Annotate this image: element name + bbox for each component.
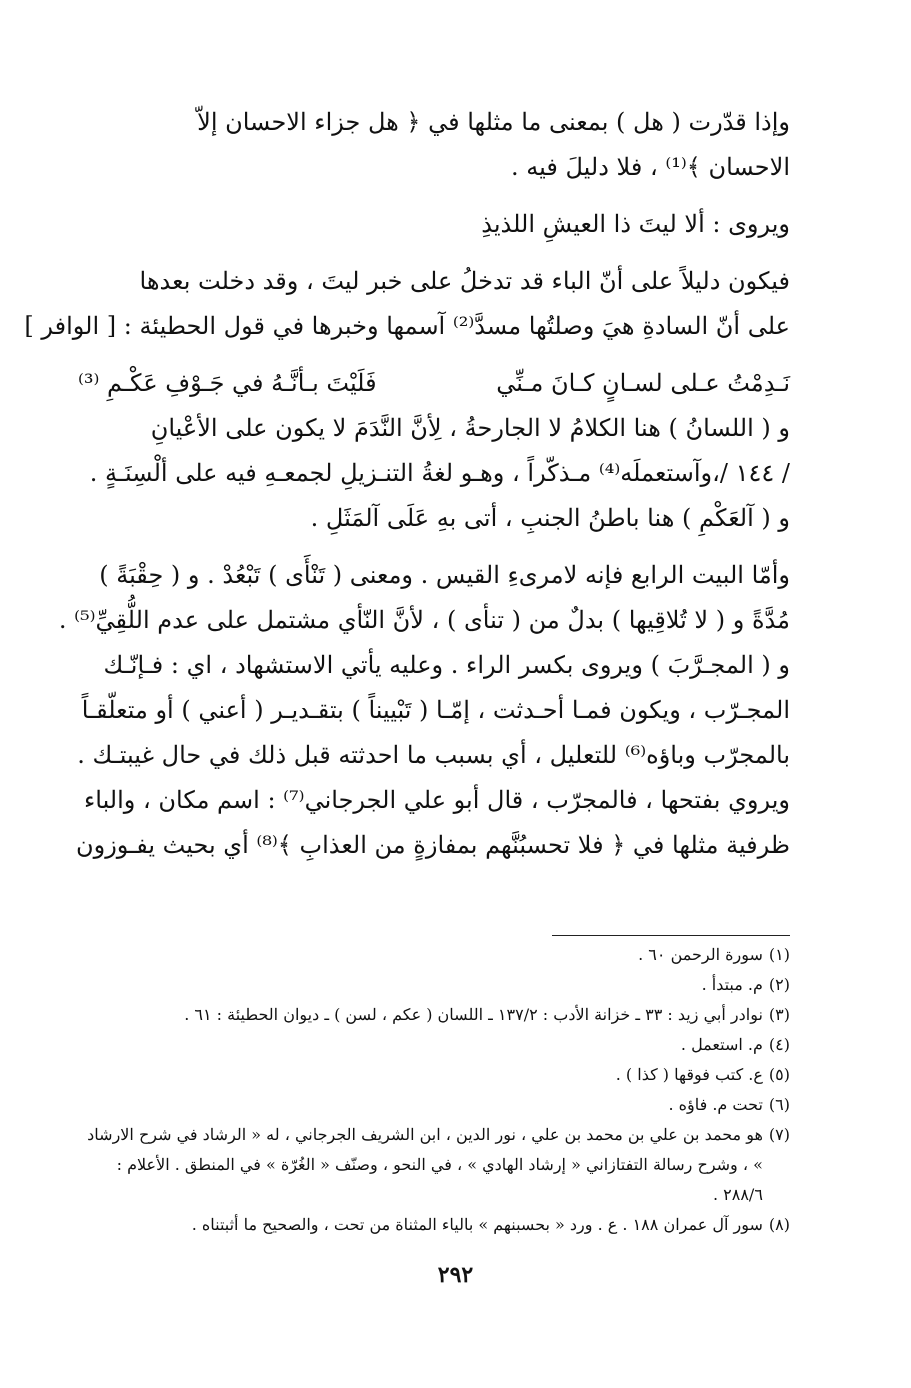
footnote-number: (٣) — [768, 1005, 790, 1024]
paragraph-4 — [78, 406, 790, 541]
text-line: وإذا قدّرت ( هل ) بمعنى ما مثلها في ﴿ هل جزاء الاحسان إلاّ — [197, 108, 790, 136]
text-line: مُدَّةً و ( لا تُلاقِيها ) بدلٌ من ( تنأى ) ، لأنَّ النّأي مشتمل على عدم اللُّقِيِّ⁽⁵⁾ . — [58, 606, 790, 634]
poetry-verse — [78, 361, 790, 406]
footnote-item — [78, 1090, 790, 1120]
page-number: ٢٩٢ — [437, 1262, 474, 1288]
verse-first-hemistich: نَـدِمْتُ عـلى لسـانٍ كـانَ مـنِّي — [496, 369, 790, 397]
text-line: ويروى : ألا ليتَ ذا العيشِ اللذيذِ — [481, 210, 790, 238]
text-line: و ( آلعَكْمِ ) هنا باطنُ الجنبِ ، أتى بهِ عَلَى آلمَثَلِ . — [310, 504, 790, 532]
footnote-text: سورة الرحمن ٦٠ . — [638, 945, 763, 964]
footnote-text: هو محمد بن علي بن محمد بن علي ، نور الدين ، ابن الشريف الجرجاني ، له « الرشاد في شرح الارشاد » ، وشرح رسالة التفتازاني « إرشاد الهادي » ، في النحو ، وصنّف « الغُرّة » في المنطق . الأعلام : ٢٨٨/٦ . — [87, 1125, 763, 1204]
footnote-item — [78, 1210, 790, 1240]
footnote-number: (٦) — [768, 1095, 790, 1114]
footnote-number: (٧) — [768, 1125, 790, 1144]
text-line: ظرفية مثلها في ﴿ فلا تحسبُنَّهم بمفازةٍ من العذابِ ﴾⁽⁸⁾ أي بحيث يفـوزون — [75, 831, 790, 859]
footnote-text: نوادر أبي زيد : ٣٣ ـ خزانة الأدب : ١٣٧/٢ ـ اللسان ( عكم ، لسن ) ـ ديوان الحطيئة : ٦١ . — [184, 1005, 763, 1024]
text-line: المجـرّب ، ويكون فمـا أحـدثت ، إمّـا ( تَبْييناً ) بتقـديـر ( أعني ) أو متعلّقـاً — [81, 696, 790, 724]
text-line: وأمّا البيت الرابع فإنه لامرىءِ القيس . ومعنى ( تَنْأَى ) تَبْعُدْ . و ( حِقْبَةً ) — [99, 561, 790, 589]
verse-second-hemistich: فَلَيْتَ بـأنَّـهُ في جَـوْفِ عَكْـمِ ⁽³⁾ — [78, 369, 377, 397]
text-line: و ( اللسانُ ) هنا الكلامُ لا الجارحةُ ، لِأنَّ النَّدَمَ لا يكون على الأعْيانِ — [150, 414, 790, 442]
footnote-number: (١) — [768, 945, 790, 964]
footnote-item — [78, 1000, 790, 1030]
footnote-text: م. استعمل . — [680, 1035, 763, 1054]
paragraph-2 — [78, 202, 790, 247]
footnote-item — [78, 940, 790, 970]
footnote-text: تحت م. فاؤه . — [668, 1095, 763, 1114]
text-line: بالمجرّب وباؤه⁽⁶⁾ للتعليل ، أي بسبب ما احدثته قبل ذلك في حال غيبتـك . — [77, 741, 790, 769]
footnote-item — [78, 970, 790, 1000]
footnote-item — [78, 1030, 790, 1060]
footnote-number: (٥) — [768, 1065, 790, 1084]
text-line: / ١٤٤ /،وآستعملَه⁽⁴⁾ مـذكّراً ، وهـو لغةُ التنـزيلِ لجمعـهِ فيه على ألْسِنَـةٍ . — [89, 459, 790, 487]
text-line: و ( المجـرَّبَ ) ويروى بكسر الراء . وعليه يأتي الاستشهاد ، اي : فـإنّـك — [103, 651, 790, 679]
footnote-text: سور آل عمران ١٨٨ . ع . ورد « بحسبنهم » بالياء المثناة من تحت ، والصحيح ما أثبتناه . — [191, 1215, 763, 1234]
paragraph-1 — [78, 100, 790, 190]
text-line: فيكون دليلاً على أنّ الباء قد تدخلُ على خبر ليتَ ، وقد دخلت بعدها — [139, 267, 790, 295]
footnote-number: (٢) — [768, 975, 790, 994]
text-line: الاحسان ﴾⁽¹⁾ ، فلا دليلَ فيه . — [511, 153, 790, 181]
footnote-item — [78, 1060, 790, 1090]
footnote-number: (٤) — [768, 1035, 790, 1054]
text-line: على أنّ السادةِ هيَ وصلتُها مسدَّ⁽²⁾ آسمها وخبرها في قول الحطيئة : [ الوافر ] — [24, 312, 790, 340]
footnote-text: ع. كتب فوقها ( كذا ) . — [615, 1065, 763, 1084]
paragraph-3 — [24, 259, 790, 349]
footnote-item — [78, 1120, 790, 1210]
footnote-text: م. مبتدأ . — [701, 975, 763, 994]
paragraph-5 — [58, 553, 790, 868]
main-text — [24, 100, 790, 868]
footnote-number: (٨) — [768, 1215, 790, 1234]
footnote-separator — [552, 935, 790, 936]
footnotes — [78, 940, 790, 1240]
text-line: ويروي بفتحها ، فالمجرّب ، قال أبو علي الجرجاني⁽⁷⁾ : اسم مكان ، والباء — [83, 786, 790, 814]
